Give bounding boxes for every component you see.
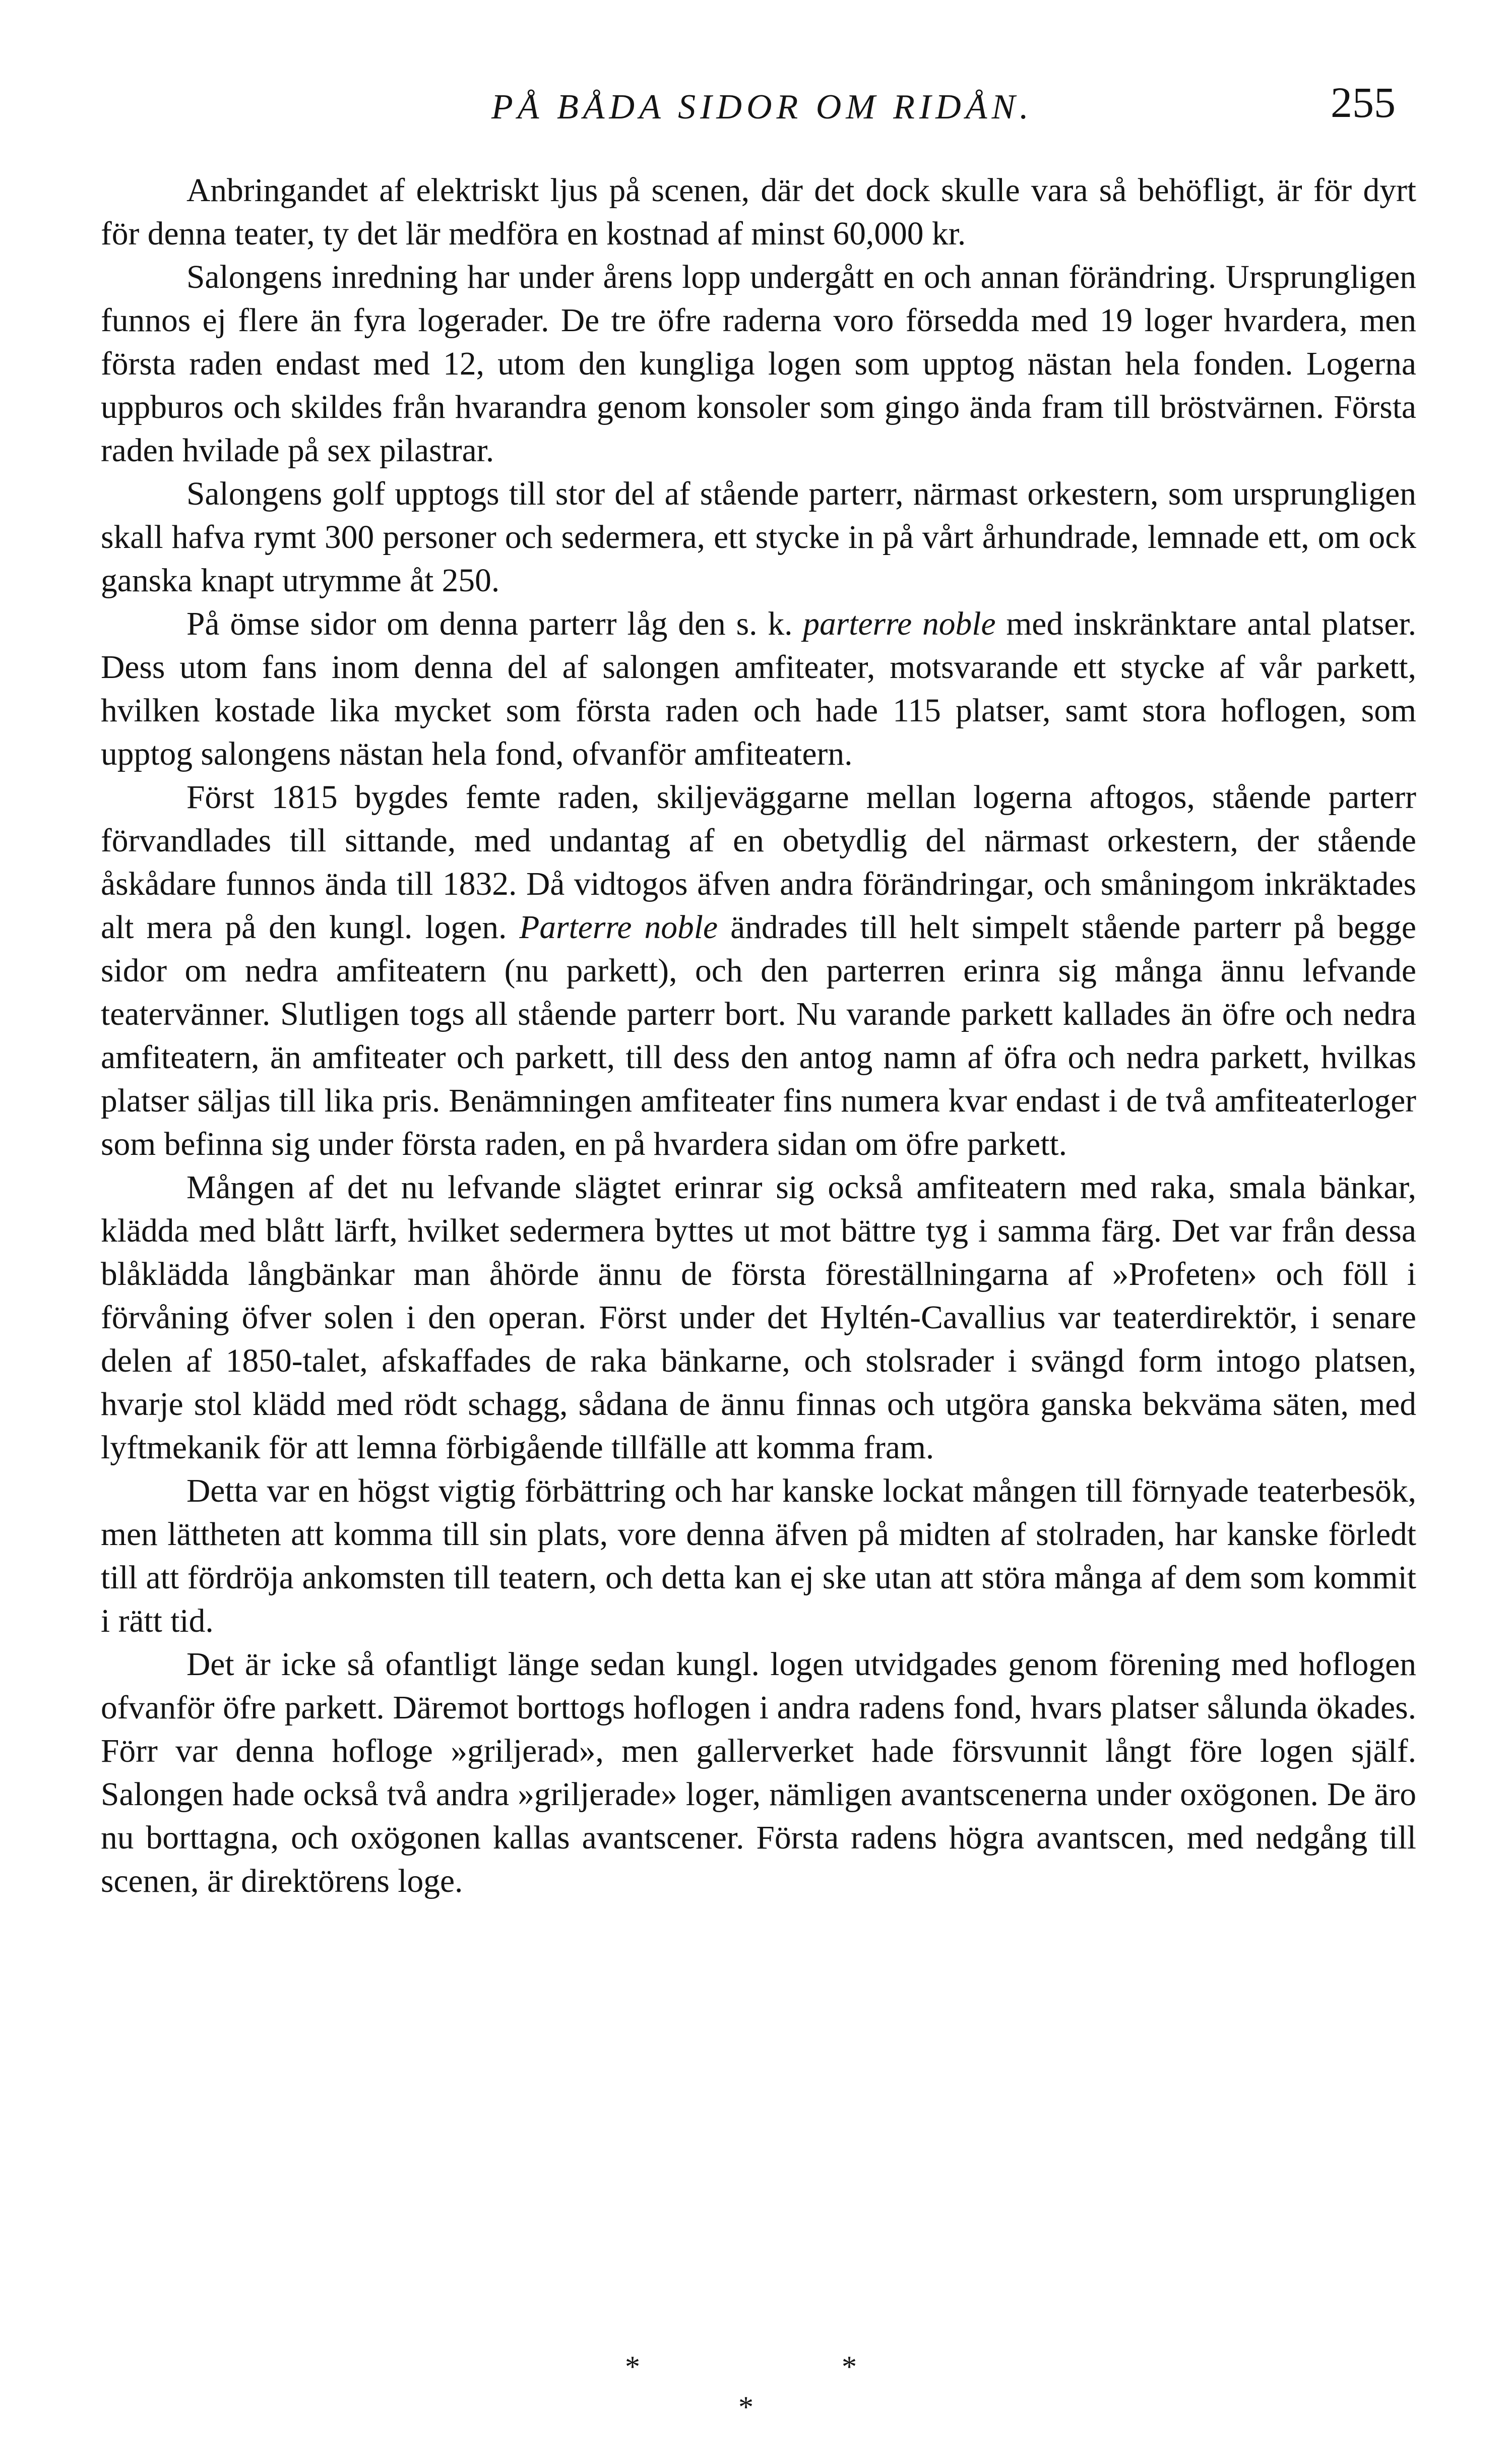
text-run: ändrades till helt simpelt stående parterr på begge sidor om nedra amfiteatern (nu parkett), och den parterren erinra sig många ännu lefvande teatervänner. Slutligen togs all stående parterr bort. Nu varande parkett kallades än öfre och nedra amfiteatern, än amfiteater och parkett, till dess den antog namn af öfra och nedra parkett, hvilkas platser säljas till lika pris. Benämningen amfiteater fins numera kvar endast i de två amfiteaterloger som befinna sig under första raden, en på hvardera sidan om öfre parkett. [101,909,1416,1162]
body-text [101,169,1416,1903]
paragraph [101,256,1416,472]
paragraph [101,1469,1416,1643]
paragraph [101,1643,1416,1903]
text-run: Först 1815 bygdes femte raden, skiljeväggarne mellan logerna aftogos, stående parterr förvandlades till sittande, med undantag af en obetydlig del närmast orkestern, der stående åskådare funnos ända till 1832. Då vidtogos äfven andra förändringar, och småningom inkräktades alt mera på den kungl. logen. [101,779,1416,946]
paragraph [101,1166,1416,1469]
paragraph [101,602,1416,776]
paragraph [101,472,1416,602]
section-break-asterisks [625,2352,897,2427]
text-run: Mången af det nu lefvande slägtet erinrar sig också amfiteatern med raka, smala bänkar, klädda med blått lärft, hvilket sedermera byttes ut mot bättre tyg i samma färg. Det var från dessa blåklädda långbänkar man åhörde ännu de första föreställningarna af »Profeten» och föll i förvåning öfver solen i den operan. Först under det Hyltén-Cavallius var teaterdirektör, i senare delen af 1850-talet, afskaffades de raka bänkarne, och stolsrader i svängd form intogo platsen, hvarje stol klädd med rödt schagg, sådana de ännu finnas och utgöra ganska bekväma säten, med lyftmekanik för att lemna förbigående tillfälle att komma fram. [101,1169,1416,1466]
text-run: Salongens inredning har under årens lopp undergått en och annan förändring. Ursprungligen funnos ej flere än fyra logerader. De tre öfre raderna voro försedda med 19 loger hvardera, men första raden endast med 12, utom den kungliga logen som upptog nästan hela fonden. Logerna uppburos och skildes från hvarandra genom konsoler som gingo ända fram till bröstvärnen. Första raden hvilade på sex pilastrar. [101,259,1416,469]
text-run: med inskränktare antal platser. Dess utom fans inom denna del af salongen amfiteater, motsvarande ett stycke af vår parkett, hvilken kostade lika mycket som första raden och hade 115 platser, samt stora hoflogen, som upptog salongens nästan hela fond, ofvanför amfiteatern. [101,606,1416,772]
paragraph [101,776,1416,1166]
asterisk: * [625,2350,640,2383]
italic-phrase: parterre noble [803,606,996,642]
text-run: Salongens golf upptogs till stor del af stående parterr, närmast orkestern, som ursprungligen skall hafva rymt 300 personer och sedermera, ett stycke in på vårt århundrade, lemnade ett, om ock ganska knapt utrymme åt 250. [101,476,1416,599]
text-run: Det är icke så ofantligt länge sedan kungl. logen utvidgades genom förening med hoflogen ofvanför öfre parkett. Däremot borttogs hoflogen i andra radens fond, hvars platser sålunda ökades. Förr var denna hofloge »griljerad», men gallerverket hade försvunnit långt före logen själf. Salongen hade också två andra »griljerade» loger, nämligen avantscenerna under oxögonen. De äro nu borttagna, och oxögonen kallas avantscener. Första radens högra avantscen, med nedgång till scenen, är direktörens loge. [101,1646,1416,1899]
text-run: På ömse sidor om denna parterr låg den s. k. [186,606,803,642]
page-number: 255 [1331,78,1396,127]
asterisk: * [842,2350,857,2383]
text-run: Detta var en högst vigtig förbättring och har kanske lockat mången till förnyade teaterbesök, men lättheten att komma till sin plats, vore denna äfven på midten af stolraden, har kanske förledt till att fördröja ankomsten till teatern, och detta kan ej ske utan att störa många af dem som kommit i rätt tid. [101,1473,1416,1639]
running-title: PÅ BÅDA SIDOR OM RIDÅN. [491,88,1033,127]
italic-phrase: Parterre noble [519,909,718,946]
asterisk: * [738,2390,753,2424]
text-run: Anbringandet af elektriskt ljus på scenen, där det dock skulle vara så behöfligt, är för dyrt för denna teater, ty det lär medföra en kostnad af minst 60,000 kr. [101,172,1416,252]
paragraph [101,169,1416,256]
